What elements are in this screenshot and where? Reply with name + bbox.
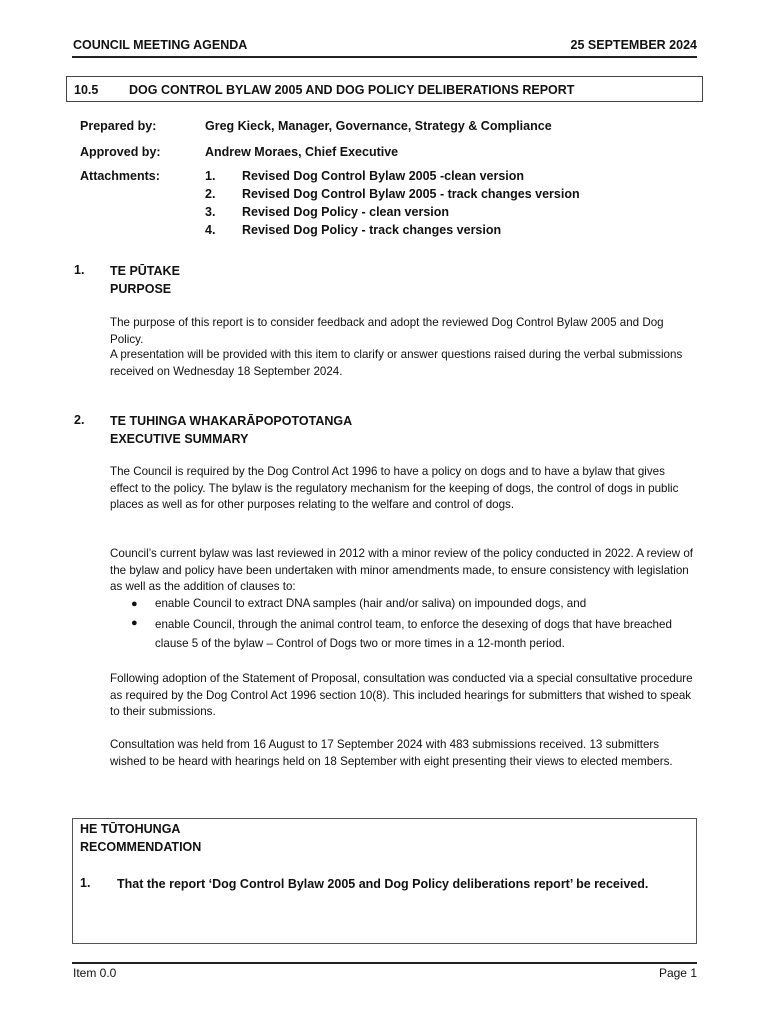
footer-item: Item 0.0 [73, 966, 117, 980]
report-number: 10.5 [74, 83, 99, 97]
footer-rule [72, 962, 697, 964]
header-title: COUNCIL MEETING AGENDA [73, 38, 248, 52]
attachment-num: 1. [205, 169, 216, 183]
section-2-para-1: The Council is required by the Dog Control Act 1996 to have a policy on dogs and to have a bylaw that gives effect to the policy. The bylaw is the regulatory mechanism for the keeping of dogs, the control of dogs in public places as well as for other purposes relating to the welfare and control of dogs. [110, 465, 679, 511]
section-2-para-3: Following adoption of the Statement of Proposal, consultation was conducted via a special consultative procedure as required by the Dog Control Act 1996 section 10(8). This included hearings for submitters that wished to speak to their submissions. [110, 672, 693, 718]
attachment-item[interactable]: Revised Dog Control Bylaw 2005 - track changes version [242, 187, 580, 201]
header-rule [72, 56, 697, 58]
prepared-label: Prepared by: [80, 119, 157, 133]
prepared-value: Greg Kieck, Manager, Governance, Strategy & Compliance [205, 119, 552, 133]
recommendation-item: That the report ‘Dog Control Bylaw 2005 and Dog Policy deliberations report’ be received. [117, 877, 649, 891]
attachment-item[interactable]: Revised Dog Policy - track changes version [242, 223, 502, 237]
attachment-item[interactable]: Revised Dog Policy - clean version [242, 205, 450, 219]
recommendation-item-number: 1. [80, 876, 91, 890]
section-1-para-2: A presentation will be provided with this item to clarify or answer questions raised during the verbal submissions received on Wednesday 18 September 2024. [110, 348, 683, 378]
section-1-para-1: The purpose of this report is to consider feedback and adopt the reviewed Dog Control Bylaw 2005 and Dog Policy. [110, 316, 664, 346]
header-date: 25 SEPTEMBER 2024 [570, 38, 697, 52]
section-2-bullet-1: enable Council to extract DNA samples (hair and/or saliva) on impounded dogs, and [155, 597, 587, 610]
approved-value: Andrew Moraes, Chief Executive [205, 145, 399, 159]
section-1-heading: PURPOSE [110, 282, 172, 296]
report-title: DOG CONTROL BYLAW 2005 AND DOG POLICY DELIBERATIONS REPORT [129, 83, 575, 97]
section-2-heading-maori: TE TUHINGA WHAKARĀPOPOTOTANGA [110, 414, 353, 428]
recommendation-heading: RECOMMENDATION [80, 840, 202, 854]
page-number: Page 1 [658, 966, 697, 980]
recommendation-heading-maori: HE TŪTOHUNGA [80, 822, 181, 836]
section-2-para-4: Consultation was held from 16 August to 17 September 2024 with 483 submissions received. 13 submitters wished to be heard with hearings held on 18 September with eight presenting their views to elected members. [110, 738, 673, 768]
section-1-heading-maori: TE PŪTAKE [110, 264, 180, 278]
attachments-label: Attachments: [80, 169, 160, 183]
attachment-num: 3. [205, 205, 216, 219]
attachment-num: 4. [205, 223, 216, 237]
bullet-icon: ● [131, 617, 138, 629]
attachment-item[interactable]: Revised Dog Control Bylaw 2005 -clean version [242, 169, 525, 183]
attachment-num: 2. [205, 187, 216, 201]
section-2-para-2: Council’s current bylaw was last reviewed in 2012 with a minor review of the policy conducted in 2022. A review of the bylaw and policy have been undertaken with minor amendments made, to ensure consistency with legislation as well as the addition of clauses to: [110, 547, 693, 593]
section-2-bullet-2: enable Council, through the animal control team, to enforce the desexing of dogs that have breached clause 5 of the bylaw – Control of Dogs two or more times in a 12-month period. [155, 618, 672, 650]
section-2-number: 2. [74, 413, 85, 427]
bullet-icon: ● [131, 598, 138, 610]
section-1-number: 1. [74, 263, 85, 277]
approved-label: Approved by: [80, 145, 161, 159]
section-2-heading: EXECUTIVE SUMMARY [110, 432, 249, 446]
